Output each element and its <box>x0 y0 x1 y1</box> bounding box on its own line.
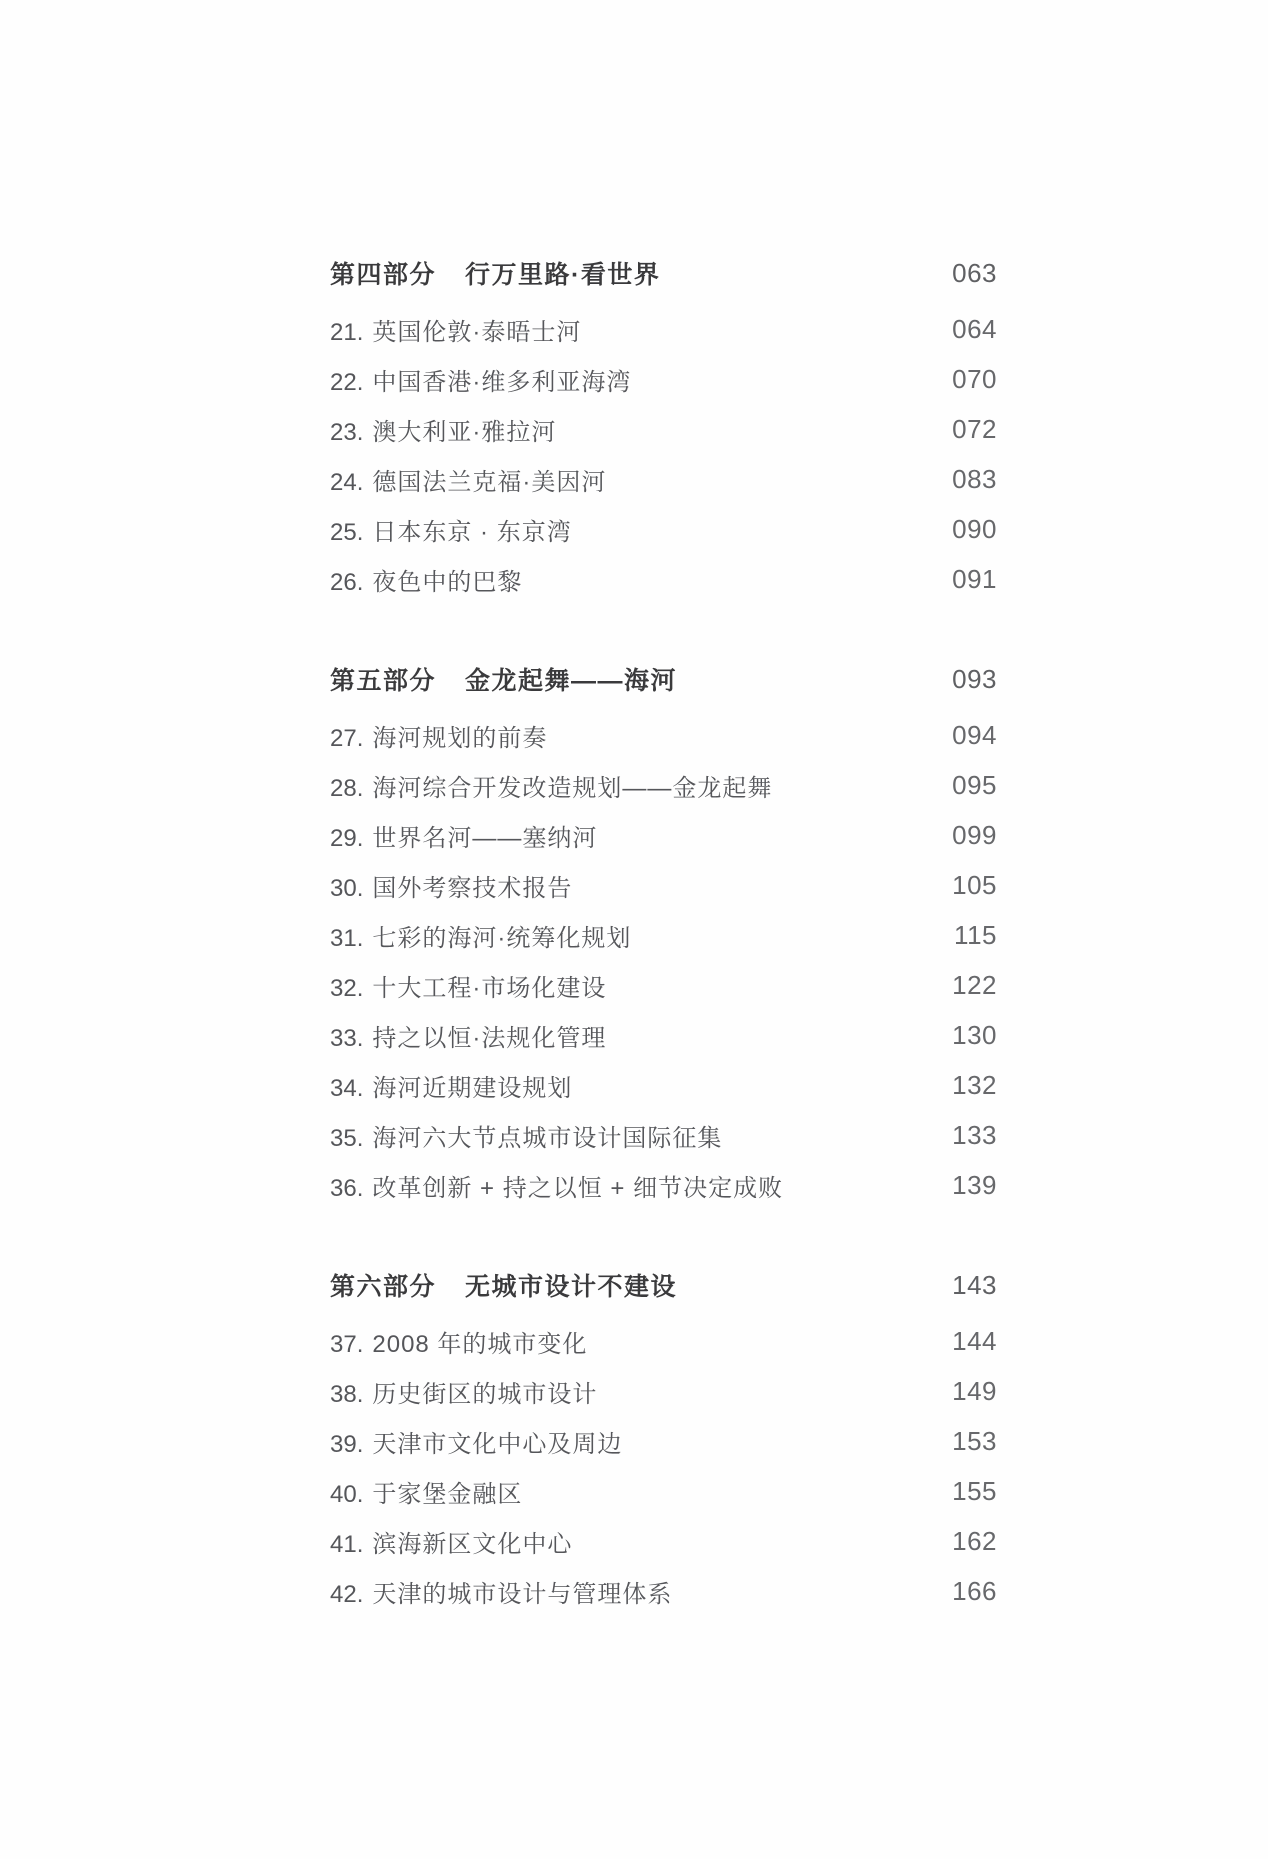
section-page-number: 143 <box>952 1269 997 1300</box>
toc-entry <box>330 1366 997 1416</box>
section-part-label: 第四部分 <box>330 261 437 289</box>
toc-entry <box>330 1110 997 1160</box>
entry-page-number: 099 <box>952 819 997 850</box>
toc-entry-text <box>330 1118 722 1153</box>
entry-page-number: 130 <box>952 1019 997 1050</box>
section-header-row <box>330 654 997 704</box>
entry-number: 24. <box>330 468 364 496</box>
entry-title: 海河六大节点城市设计国际征集 <box>372 1124 723 1152</box>
entry-page-number: 094 <box>952 719 997 750</box>
section-items <box>330 710 997 1210</box>
section-title: 金龙起舞——海河 <box>465 667 678 695</box>
entry-title: 世界名河——塞纳河 <box>372 824 598 852</box>
toc-list <box>330 248 997 1616</box>
entry-page-number: 149 <box>952 1375 997 1406</box>
toc-entry <box>330 1010 997 1060</box>
entry-page-number: 122 <box>952 969 997 1000</box>
toc-entry-text <box>330 1524 572 1559</box>
toc-entry-text <box>330 462 606 497</box>
entry-page-number: 115 <box>954 919 997 950</box>
entry-title: 于家堡金融区 <box>372 1480 523 1508</box>
section-title: 无城市设计不建设 <box>465 1273 678 1301</box>
toc-entry <box>330 1316 997 1366</box>
toc-entry <box>330 760 997 810</box>
toc-entry-text <box>330 1574 672 1609</box>
entry-number: 39. <box>330 1430 364 1458</box>
entry-title: 历史街区的城市设计 <box>372 1380 598 1408</box>
section-page-number: 063 <box>952 257 997 288</box>
entry-page-number: 153 <box>952 1425 997 1456</box>
entry-page-number: 162 <box>952 1525 997 1556</box>
entry-title: 德国法兰克福·美因河 <box>372 468 607 496</box>
entry-number: 28. <box>330 774 364 802</box>
entry-number: 22. <box>330 368 364 396</box>
entry-title: 天津市文化中心及周边 <box>372 1430 623 1458</box>
toc-entry-text <box>330 818 597 853</box>
toc-entry <box>330 1466 997 1516</box>
toc-section <box>330 1260 997 1616</box>
entry-title: 天津的城市设计与管理体系 <box>372 1580 673 1608</box>
toc-entry-text <box>330 1474 522 1509</box>
entry-number: 36. <box>330 1174 364 1202</box>
entry-page-number: 090 <box>952 513 997 544</box>
toc-entry <box>330 1516 997 1566</box>
section-items <box>330 304 997 604</box>
toc-entry-text <box>330 312 581 347</box>
toc-entry-text <box>330 562 522 597</box>
section-part-label: 第五部分 <box>330 667 437 695</box>
entry-page-number: 144 <box>952 1325 997 1356</box>
entry-page-number: 095 <box>952 769 997 800</box>
toc-entry <box>330 860 997 910</box>
entry-page-number: 064 <box>952 313 997 344</box>
toc-entry-text <box>330 1374 597 1409</box>
entry-title: 滨海新区文化中心 <box>372 1530 573 1558</box>
toc-entry <box>330 910 997 960</box>
section-header-row <box>330 248 997 298</box>
entry-page-number: 133 <box>952 1119 997 1150</box>
entry-number: 25. <box>330 518 364 546</box>
section-items <box>330 1316 997 1616</box>
entry-title: 海河规划的前奏 <box>372 724 548 752</box>
toc-entry <box>330 554 997 604</box>
entry-title: 海河综合开发改造规划——金龙起舞 <box>372 774 773 802</box>
entry-page-number: 132 <box>952 1069 997 1100</box>
toc-entry-text <box>330 718 547 753</box>
entry-title: 2008 年的城市变化 <box>372 1330 588 1358</box>
entry-number: 26. <box>330 568 364 596</box>
entry-number: 34. <box>330 1074 364 1102</box>
entry-number: 38. <box>330 1380 364 1408</box>
entry-title: 十大工程·市场化建设 <box>372 974 607 1002</box>
section-header-row <box>330 1260 997 1310</box>
toc-entry-text <box>330 868 572 903</box>
toc-entry-text <box>330 1068 572 1103</box>
toc-entry <box>330 1160 997 1210</box>
entry-title: 澳大利亚·雅拉河 <box>372 418 557 446</box>
toc-entry <box>330 1566 997 1616</box>
entry-page-number: 072 <box>952 413 997 444</box>
entry-number: 29. <box>330 824 364 852</box>
toc-entry <box>330 504 997 554</box>
section-heading <box>330 1267 677 1303</box>
toc-section <box>330 654 997 1210</box>
entry-page-number: 155 <box>952 1475 997 1506</box>
entry-number: 23. <box>330 418 364 446</box>
toc-section <box>330 248 997 604</box>
toc-entry-text <box>330 412 556 447</box>
entry-number: 40. <box>330 1480 364 1508</box>
toc-entry-text <box>330 1018 606 1053</box>
entry-page-number: 166 <box>952 1575 997 1606</box>
entry-number: 41. <box>330 1530 364 1558</box>
toc-entry-text <box>330 1168 783 1203</box>
entry-page-number: 139 <box>952 1169 997 1200</box>
toc-entry-text <box>330 1424 622 1459</box>
entry-page-number: 091 <box>952 563 997 594</box>
entry-title: 国外考察技术报告 <box>372 874 573 902</box>
toc-entry-text <box>330 1324 587 1359</box>
entry-number: 42. <box>330 1580 364 1608</box>
toc-entry-text <box>330 512 572 547</box>
section-heading <box>330 661 677 697</box>
entry-title: 海河近期建设规划 <box>372 1074 573 1102</box>
entry-number: 31. <box>330 924 364 952</box>
toc-entry <box>330 304 997 354</box>
entry-number: 33. <box>330 1024 364 1052</box>
toc-entry <box>330 1416 997 1466</box>
toc-entry <box>330 1060 997 1110</box>
toc-entry <box>330 404 997 454</box>
entry-number: 30. <box>330 874 364 902</box>
section-heading <box>330 255 660 291</box>
entry-title: 改革创新 + 持之以恒 + 细节决定成败 <box>372 1174 784 1202</box>
entry-title: 七彩的海河·统筹化规划 <box>372 924 632 952</box>
section-title: 行万里路·看世界 <box>465 261 661 289</box>
entry-number: 27. <box>330 724 364 752</box>
entry-title: 中国香港·维多利亚海湾 <box>372 368 632 396</box>
entry-title: 英国伦敦·泰晤士河 <box>372 318 582 346</box>
entry-number: 32. <box>330 974 364 1002</box>
entry-number: 35. <box>330 1124 364 1152</box>
entry-title: 日本东京 · 东京湾 <box>372 518 572 546</box>
toc-entry-text <box>330 768 772 803</box>
entry-number: 21. <box>330 318 364 346</box>
entry-title: 持之以恒·法规化管理 <box>372 1024 607 1052</box>
toc-entry-text <box>330 968 606 1003</box>
entry-page-number: 105 <box>952 869 997 900</box>
entry-page-number: 070 <box>952 363 997 394</box>
toc-entry <box>330 810 997 860</box>
toc-entry-text <box>330 918 631 953</box>
toc-entry <box>330 354 997 404</box>
section-part-label: 第六部分 <box>330 1273 437 1301</box>
toc-entry <box>330 710 997 760</box>
entry-number: 37. <box>330 1330 364 1358</box>
toc-entry <box>330 960 997 1010</box>
toc-entry <box>330 454 997 504</box>
section-page-number: 093 <box>952 663 997 694</box>
toc-entry-text <box>330 362 631 397</box>
entry-page-number: 083 <box>952 463 997 494</box>
entry-title: 夜色中的巴黎 <box>372 568 523 596</box>
